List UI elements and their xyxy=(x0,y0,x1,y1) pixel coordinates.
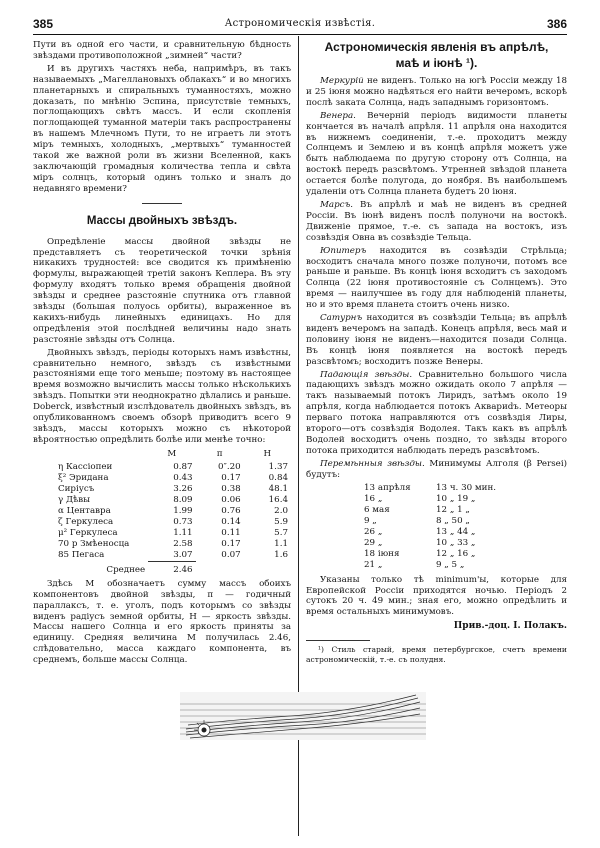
table-row xyxy=(55,517,291,528)
minimum-time: 13 „ 44 „ xyxy=(436,526,476,537)
header-rule xyxy=(33,34,567,35)
author-signature: Прив.-доц. І. Полакъ. xyxy=(453,621,567,632)
brightness-cell: 1.37 xyxy=(268,461,288,472)
closing-paragraph: Указаны только тѣ minimum'ы, которые для Европейской Россіи приходятся ночью. Періодъ 2 сутокъ 20 ч. 49 мин.; зная его, можно опредѣлить и время остальныхъ минимумовъ. xyxy=(306,574,567,618)
mass-cell: 0.73 xyxy=(173,516,193,527)
article-heading-line1: Астрономическія явленія въ апрѣлѣ, xyxy=(324,40,549,54)
page-header xyxy=(33,17,567,31)
intro-paragraph: Пути въ одной его части, и сравнительную бѣдность звѣздами противоположной „зимней“ части? xyxy=(33,40,291,61)
mass-cell: 3.07 xyxy=(173,549,193,560)
brightness-cell: 1.1 xyxy=(274,538,288,549)
mass-cell: 0.43 xyxy=(173,472,193,483)
planet-text: Въ апрѣлѣ и маѣ не виденъ въ средней Россіи. Въ іюнѣ виденъ послѣ полуночи на востокѣ. Движеніе прямое, т.-е. съ запада на востокъ, изъ созвѣздія Овна въ созвѣздіе Тельца. xyxy=(306,199,567,243)
parallax-cell: 0.38 xyxy=(221,483,241,494)
minimum-date: 13 апрѣля xyxy=(364,482,411,493)
meteors-paragraph xyxy=(306,370,567,457)
section-text: Сравнительно большого числа падающихъ звѣздъ можно ожидать около 7 апрѣля — такъ называемый потокъ Лиридъ, затѣмъ около 19 апрѣля, когда наблюдается потокъ Аквариdъ. Метеоры перваго потока направляются отъ созвѣздія Лиры, второго—отъ созвѣздія Водолея. Такъ какъ въ апрѣлѣ Водолей восходитъ очень поздно, то звѣзды второго потока приходится наблюдать передъ разсвѣтомъ. xyxy=(306,369,567,456)
planet-paragraph-jupiter xyxy=(306,246,567,311)
minimum-row xyxy=(360,483,500,494)
minimum-date: 9 „ xyxy=(364,515,377,526)
variables-paragraph xyxy=(306,459,567,481)
mass-cell: 1.99 xyxy=(173,505,193,516)
table-mean-row xyxy=(55,561,291,576)
parallax-cell: 0.17 xyxy=(221,472,241,483)
body-paragraph: Двойныхъ звѣздъ, періоды которыхъ намъ извѣстны, сравнительно немного, звѣздъ съ извѣстными разстояніями еще того меньше; поэтому въ настоящее время возможно вычислить массы только нѣсколькихъ звѣздъ. Попытки эти неоднократно дѣлались и раньше. Doberck, извѣстный изслѣдователь двойныхъ звѣздъ, въ опубликованномъ своемъ обзорѣ приводитъ всего 9 звѣздъ, массы которыхъ можно съ нѣкоторой вѣроятностью опредѣлить болѣе или менѣе точно: xyxy=(33,347,291,445)
star-name-cell: μ² Геркулеса xyxy=(58,527,118,538)
brightness-cell: 0.84 xyxy=(268,472,288,483)
parallax-cell: 0.11 xyxy=(221,527,241,538)
planet-text: Вечерній періодъ видимости планеты кончается въ началѣ апрѣля. 11 апрѣля она находится въ нижнемъ соединеніи, т.-е. проходитъ между Солнцемъ и Землею и въ концѣ апрѣля можетъ уже быть наблюдаема по другую сторону отъ Солнца, на востокѣ передъ разсвѣтомъ. Утренней звѣздой планета остается болѣе полугода, до ноября. Въ наибольшемъ удаленіи отъ Солнца планета будетъ 20 іюня. xyxy=(306,110,567,198)
minimum-date: 16 „ xyxy=(364,493,383,504)
brightness-cell: 5.7 xyxy=(274,527,288,538)
star-name-cell: ξ² Эридана xyxy=(58,472,109,483)
algol-minima-table xyxy=(360,483,500,571)
mass-cell: 2.58 xyxy=(173,538,193,549)
parallax-cell: 0.06 xyxy=(221,494,241,505)
minimum-date: 18 іюня xyxy=(364,548,400,559)
planet-name: Марсъ. xyxy=(320,199,354,210)
minimum-date: 29 „ xyxy=(364,537,383,548)
table-row xyxy=(55,462,291,473)
minimum-row xyxy=(360,494,500,505)
star-name-cell: 70 р Змѣеносца xyxy=(58,538,130,549)
planet-paragraph-mars xyxy=(306,200,567,244)
section-separator xyxy=(142,203,182,204)
planet-paragraph-mercury xyxy=(306,76,567,109)
table-row xyxy=(55,506,291,517)
running-title: Астрономическія извѣстія. xyxy=(224,18,376,29)
parallax-cell: 0.17 xyxy=(221,538,241,549)
planet-name: Венера. xyxy=(320,110,356,121)
minimum-time: 12 „ 1 „ xyxy=(436,504,470,515)
body-paragraph: Здѣсь M обозначаетъ сумму массъ обоихъ компонентовъ двойной звѣзды, π — годичный параллаксъ, т. е. уголъ, подъ которымъ со звѣзды виденъ радіусъ земной орбиты, H — яркость звѣзды. Массы нашего Солнца и его яркость приняты за единицу. Средняя величина M получилась 2.46, слѣдовательно, масса каждаго компонента, въ среднемъ, больше массы Солнца. xyxy=(33,578,291,666)
planet-text: находится въ созвѣздіи Стрѣльца; восходитъ сначала много позже полуночи, потомъ все раньше и раньше. Въ концѣ іюня всходитъ съ заходомъ Солнца (22 іюня противостояніе съ Солнцемъ). Это время — наилучшее въ году для наблюденій планеты, но и это время планета стоитъ очень низко. xyxy=(306,245,567,311)
minimum-row xyxy=(360,516,500,527)
table-row xyxy=(55,484,291,495)
minimum-date: 6 мая xyxy=(364,504,390,515)
intro-paragraph-2: И въ другихъ частяхъ неба, напримѣръ, въ такъ называемыхъ „Магеллановыхъ облакахъ“ и во многихъ планетарныхъ и спиральныхъ туманностяхъ, можно доказать, по мнѣнію Эспина, присутствіе темныхъ, поглощающихъ свѣтъ массъ. И если скопленія поглощающей туманной матеріи такъ распространены въ нашемъ Млечномъ Пути, то не играетъ ли этотъ міръ темныхъ, холодныхъ, „мертвыхъ“ туманностей такой же важной роли въ жизни Вселенной, какъ заключающій громадныя количества тепла и свѣта міръ солнцъ, который одинъ только и зналъ до недавняго времени? xyxy=(33,63,291,194)
minimum-time: 10 „ 33 „ xyxy=(436,537,476,548)
minimum-time: 9 „ 5 „ xyxy=(436,559,465,570)
mean-value: 2.46 xyxy=(148,561,195,576)
star-name-cell: γ Дѣвы xyxy=(58,494,91,505)
table-header-cell: H xyxy=(263,448,272,459)
star-name-cell: η Кассіопеи xyxy=(58,461,113,472)
minimum-row xyxy=(360,560,500,571)
minimum-date: 26 „ xyxy=(364,526,383,537)
footnote: ¹) Стиль старый, время петербургское, счетъ времени астрономическій, т.-е. съ полудня. xyxy=(306,645,567,664)
section-name: Перемѣнныя звѣзды. xyxy=(320,458,425,469)
minimum-row xyxy=(360,549,500,560)
brightness-cell: 1.6 xyxy=(274,550,288,561)
table-header-cell: M xyxy=(167,448,177,459)
parallax-cell: 0″.20 xyxy=(218,461,241,472)
table-row xyxy=(55,473,291,484)
left-column xyxy=(33,40,291,668)
mass-cell: 0.87 xyxy=(173,461,193,472)
parallax-cell: 0.07 xyxy=(221,550,241,561)
planet-name: Сатурнъ xyxy=(320,313,363,324)
minimum-date: 21 „ xyxy=(364,559,383,570)
minimum-time: 13 ч. 30 мин. xyxy=(436,482,496,493)
brightness-cell: 5.9 xyxy=(274,516,288,527)
page-number-left: 385 xyxy=(33,17,54,31)
footnote-rule xyxy=(306,640,370,641)
mass-cell: 1.11 xyxy=(173,527,193,538)
star-name-cell: ζ Геркулеса xyxy=(58,516,114,527)
planet-paragraph-saturn xyxy=(306,313,567,368)
planet-name: Юпитеръ xyxy=(320,245,367,256)
planet-text: не виденъ. Только на югѣ Россіи между 18 и 25 іюня можно надѣяться его найти вечеромъ, вскорѣ послѣ заката Солнца, надъ западнымъ горизонтомъ. xyxy=(306,76,567,108)
star-name-cell: 85 Пегаса xyxy=(58,550,105,561)
star-mass-table xyxy=(55,449,291,576)
comet-engraving-icon xyxy=(180,692,426,740)
mean-label: Среднее xyxy=(106,564,146,575)
table-row xyxy=(55,528,291,539)
table-header-row xyxy=(55,449,291,462)
minimum-row xyxy=(360,538,500,549)
minimum-row xyxy=(360,527,500,538)
mass-cell: 3.26 xyxy=(173,483,193,494)
parallax-cell: 0.76 xyxy=(221,505,241,516)
parallax-cell: 0.14 xyxy=(221,516,241,527)
table-header-cell: π xyxy=(216,448,223,459)
minimum-row xyxy=(360,505,500,516)
planet-name: Меркурій xyxy=(320,76,364,86)
minimum-time: 12 „ 16 „ xyxy=(436,548,476,559)
star-name-cell: α Центавра xyxy=(58,505,111,516)
table-header-cell xyxy=(55,449,148,462)
planet-text: находится въ созвѣздіи Тельца; въ апрѣлѣ виденъ вечеромъ на западѣ. Конецъ апрѣля, весь май и половину іюня не виденъ—находится позади Солнца. Въ концѣ іюня появляется на востокѣ передъ разсвѣтомъ; восходитъ позже Венеры. xyxy=(306,313,567,367)
section-name: Падающія звѣзды. xyxy=(320,369,413,380)
minimum-time: 8 „ 50 „ xyxy=(436,515,470,526)
brightness-cell: 16.4 xyxy=(268,494,288,505)
table-row xyxy=(55,539,291,550)
brightness-cell: 2.0 xyxy=(274,505,288,516)
minimum-time: 10 „ 19 „ xyxy=(436,493,476,504)
table-row xyxy=(55,550,291,562)
page-number-right: 386 xyxy=(546,17,567,31)
article-heading-line2: маѣ и іюнѣ ¹). xyxy=(395,56,478,70)
star-name-cell: Сиріусъ xyxy=(58,483,95,494)
section-text: Минимумы Алголя (β Persei) будутъ: xyxy=(306,458,567,480)
table-row xyxy=(55,495,291,506)
mass-cell: 8.09 xyxy=(173,494,193,505)
section-heading: Массы двойныхъ звѣздъ. xyxy=(86,214,238,227)
brightness-cell: 48.1 xyxy=(268,483,288,494)
right-column xyxy=(306,40,567,666)
planet-paragraph-venus xyxy=(306,111,567,198)
body-paragraph: Опредѣленіе массы двойной звѣзды не представляетъ съ теоретической точки зрѣнія никакихъ трудностей: все сводится къ примѣненію формулы, выражающей третій законъ Кеплера. Въ эту формулу входятъ только время обращенія двойной звѣзды и среднее разстояніе спутника отъ главной звѣзды (большая полуось орбиты), выраженное въ какихъ-нибудь линейныхъ единицахъ. Но для опредѣленія этой послѣдней величины надо знать разстояніе звѣзды отъ Солнца. xyxy=(33,236,291,345)
